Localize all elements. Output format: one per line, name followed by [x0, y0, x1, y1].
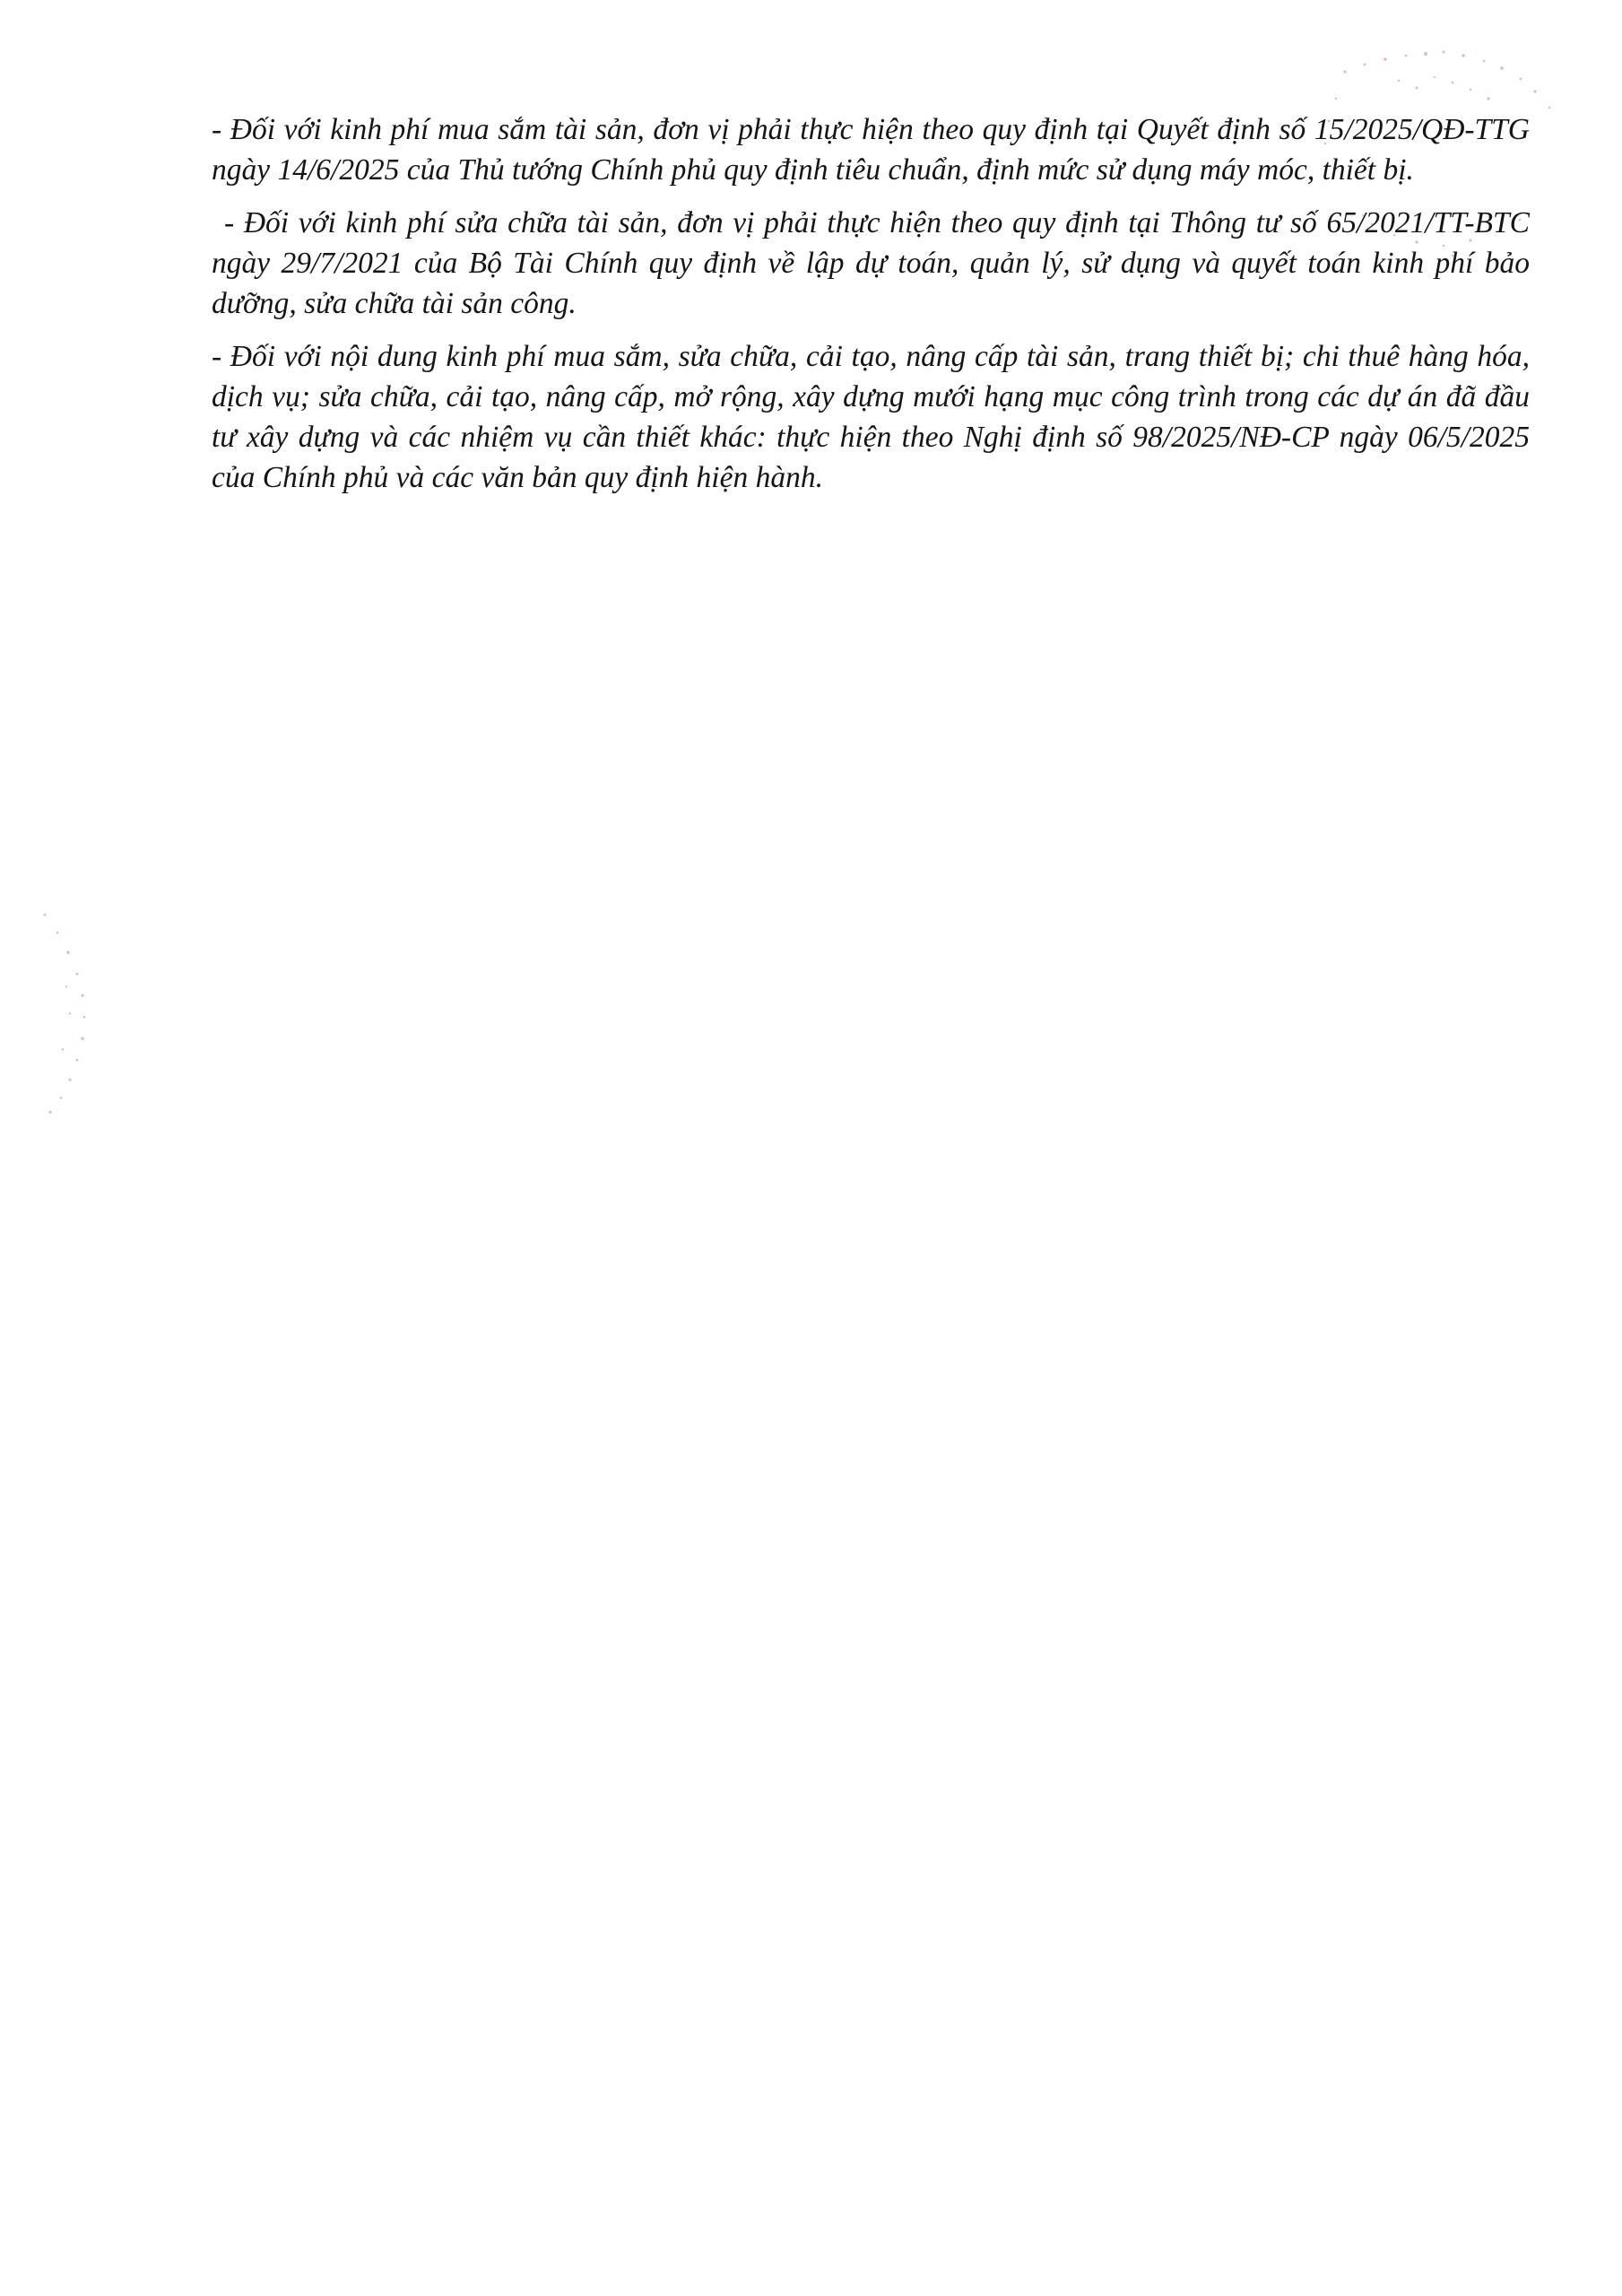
paragraph-asset-repair: - Đối với kinh phí sửa chữa tài sản, đơn vị phải thực hiện theo quy định tại Thông tư số 65/2021/TT-BTC ngày 29/7/2021 của Bộ Tài Chính quy định về lập dự toán, quản lý, sử dụng và quyết toán kinh phí bảo dưỡng, sửa chữa tài sản công. — [212, 206, 1530, 320]
stamp-fragment-left — [27, 897, 108, 1130]
paragraph-asset-purchase: - Đối với kinh phí mua sắm tài sản, đơn vị phải thực hiện theo quy định tại Quyết định số 15/2025/QĐ-TTG ngày 14/6/2025 của Thủ tướng Chính phủ quy định tiêu chuẩn, định mức sử dụng máy móc, thiết bị. — [212, 113, 1530, 187]
paragraph-procurement-regulation: - Đối với nội dung kinh phí mua sắm, sửa chữa, cải tạo, nâng cấp tài sản, trang thiết bị; chi thuê hàng hóa, dịch vụ; sửa chữa, cải tạo, nâng cấp, mở rộng, xây dựng mưới hạng mục công trình trong các dự án đã đầu tư xây dựng và các nhiệm vụ cần thiết khác: thực hiện theo Nghị định số 98/2025/NĐ-CP ngày 06/5/2025 của Chính phủ và các văn bản quy định hiện hành. — [212, 340, 1530, 494]
document-body — [212, 109, 1530, 510]
